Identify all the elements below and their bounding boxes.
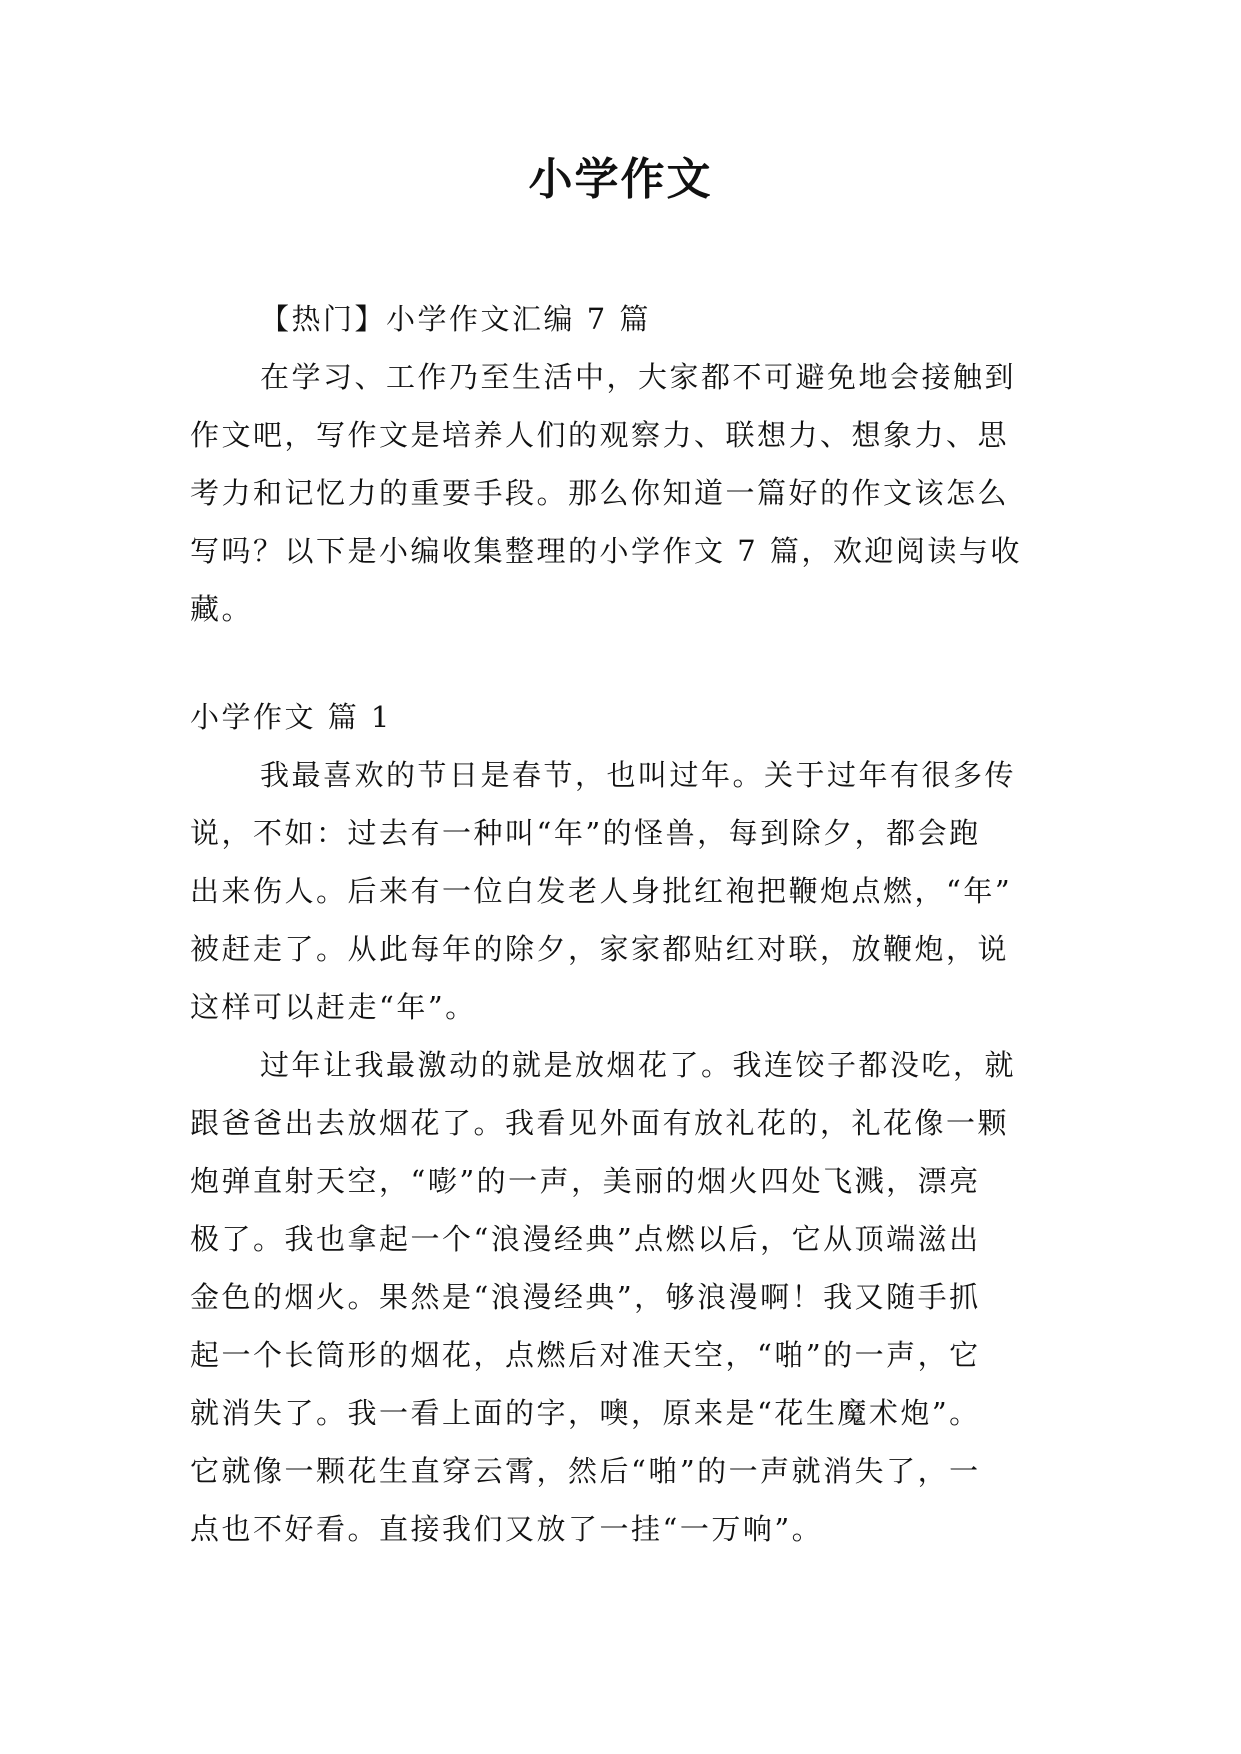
intro-line: 考力和记忆力的重要手段。那么你知道一篇好的作文该怎么: [190, 476, 1010, 510]
intro-line: 在学习、工作乃至生活中，大家都不可避免地会接触到: [260, 360, 1017, 394]
document-body: [190, 290, 1050, 1558]
paragraph-line: 它就像一颗花生直穿云霄，然后“啪”的一声就消失了，一: [190, 1454, 981, 1488]
section-spacer: [190, 638, 1050, 688]
intro-line: 藏。: [190, 592, 254, 626]
document-subtitle: 【热门】小学作文汇编 7 篇: [260, 302, 651, 336]
paragraph-line: 过年让我最激动的就是放烟花了。我连饺子都没吃，就: [260, 1048, 1017, 1082]
paragraph-line: 说，不如：过去有一种叫“年”的怪兽，每到除夕，都会跑: [190, 816, 981, 850]
section-heading: 小学作文 篇 1: [190, 700, 392, 734]
paragraph-line: 这样可以赶走“年”。: [190, 990, 477, 1024]
essay-paragraph-1: [190, 746, 1050, 1036]
paragraph-line: 被赶走了。从此每年的除夕，家家都贴红对联，放鞭炮，说: [190, 932, 1010, 966]
paragraph-line: 起一个长筒形的烟花，点燃后对准天空，“啪”的一声，它: [190, 1338, 981, 1372]
intro-paragraph: [190, 348, 1050, 638]
paragraph-line: 跟爸爸出去放烟花了。我看见外面有放礼花的，礼花像一颗: [190, 1106, 1010, 1140]
paragraph-line: 炮弹直射天空，“嘭”的一声，美丽的烟火四处飞溅，漂亮: [190, 1164, 981, 1198]
paragraph-line: 金色的烟火。果然是“浪漫经典”，够浪漫啊！我又随手抓: [190, 1280, 981, 1314]
paragraph-line: 我最喜欢的节日是春节，也叫过年。关于过年有很多传: [260, 758, 1017, 792]
paragraph-line: 出来伤人。后来有一位白发老人身批红袍把鞭炮点燃，“年”: [190, 874, 1013, 908]
intro-line: 作文吧，写作文是培养人们的观察力、联想力、想象力、思: [190, 418, 1010, 452]
intro-line: 写吗？以下是小编收集整理的小学作文 7 篇，欢迎阅读与收: [190, 534, 1022, 568]
document-title: 小学作文: [528, 154, 713, 205]
paragraph-line: 就消失了。我一看上面的字，噢，原来是“花生魔术炮”。: [190, 1396, 981, 1430]
paragraph-line: 点也不好看。直接我们又放了一挂“一万响”。: [190, 1512, 824, 1546]
essay-paragraph-2: [190, 1036, 1050, 1558]
paragraph-line: 极了。我也拿起一个“浪漫经典”点燃以后，它从顶端滋出: [190, 1222, 981, 1256]
